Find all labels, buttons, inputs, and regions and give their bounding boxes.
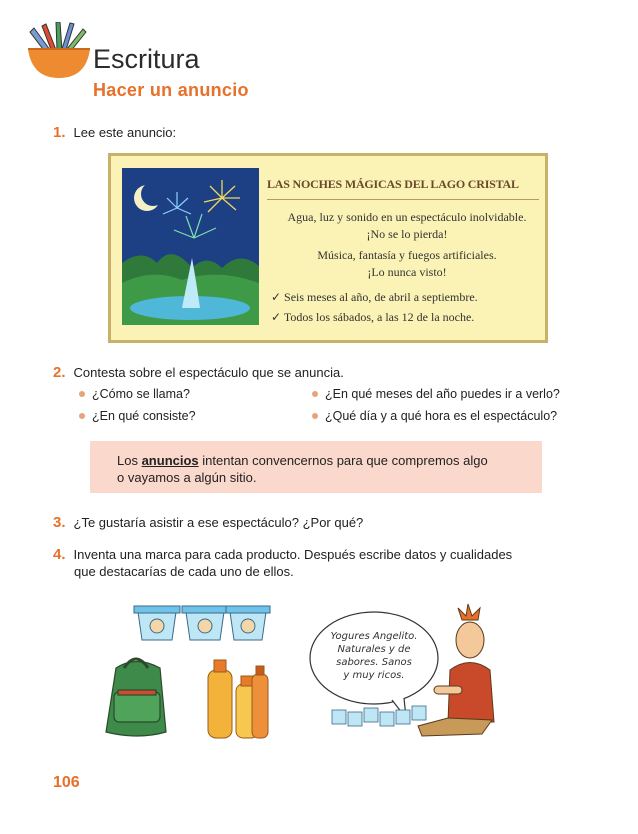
headline-divider [267,199,539,200]
advertisement-check-1: ✓ Seis meses al año, de abril a septiembre. [271,290,478,304]
advertisement-line-3: Música, fantasía y fuegos artificiales. [317,248,497,262]
small-yogurt-cups-icon [332,706,426,726]
question-1 [53,124,176,141]
backpack-icon [106,659,166,736]
advertisement-line-1: Agua, luz y sonido en un espectáculo inolvidable. [287,210,527,224]
page-subtitle: Hacer un anuncio [93,80,249,100]
advertisement-text [267,156,547,346]
question-2-bullet-2: ¿En qué consiste? [79,409,196,423]
bubble-line-2: Naturales y de [337,644,411,655]
question-2-bullet-1: ¿Cómo se llama? [79,387,190,401]
advertisement-line-4: ¡Lo nunca visto! [367,265,447,279]
question-4-line-2: que destacarías de cada uno de ellos. [74,564,294,579]
bottles-icon [208,660,268,738]
question-2-bullet-3: ¿En qué meses del año puedes ir a verlo? [312,387,560,401]
question-2-number: 2. [53,364,66,381]
bullet-dot-icon [312,391,318,397]
bullet-dot-icon [79,391,85,397]
advertisement-line-2: ¡No se lo pierda! [366,227,448,241]
bubble-line-3: sabores. Sanos [336,657,412,668]
page-title: Escritura [93,44,200,74]
page-number: 106 [53,774,80,791]
question-3-number: 3. [53,514,66,531]
question-4 [53,546,512,563]
question-2 [53,364,344,381]
definition-note [90,441,542,493]
bubble-line-4: y muy ricos. [343,670,405,681]
question-2-text: Contesta sobre el espectáculo que se anuncia. [73,365,344,380]
yogurt-cups-icon [134,606,270,640]
products-illustration [96,600,276,745]
note-line-2: o vayamos a algún sitio. [117,470,257,485]
bullet-dot-icon [312,413,318,419]
question-3-text: ¿Te gustaría asistir a ese espectáculo? ¿Por qué? [73,515,364,530]
fireworks-lake-illustration [122,168,259,325]
note-keyword: anuncios [141,453,199,468]
note-line-1: Los anuncios intentan convencernos para que compremos algo [117,453,488,468]
question-1-text: Lee este anuncio: [73,125,177,140]
question-4-number: 4. [53,546,66,563]
boy-illustration [322,600,502,740]
question-4-line-1: Inventa una marca para cada producto. Después escribe datos y cualidades [73,547,513,562]
advertisement-headline: LAS NOCHES MÁGICAS DEL LAGO CRISTAL [267,177,519,191]
advertisement-box [108,153,548,343]
pencil-cup-icon [28,22,92,80]
bubble-line-1: Yogures Angelito. [330,631,418,642]
boy-icon [418,604,494,736]
advertisement-check-2: ✓ Todos los sábados, a las 12 de la noche. [271,310,475,324]
question-3 [53,514,363,531]
question-2-bullet-4: ¿Qué día y a qué hora es el espectáculo? [312,409,557,423]
question-1-number: 1. [53,124,66,141]
bullet-dot-icon [79,413,85,419]
